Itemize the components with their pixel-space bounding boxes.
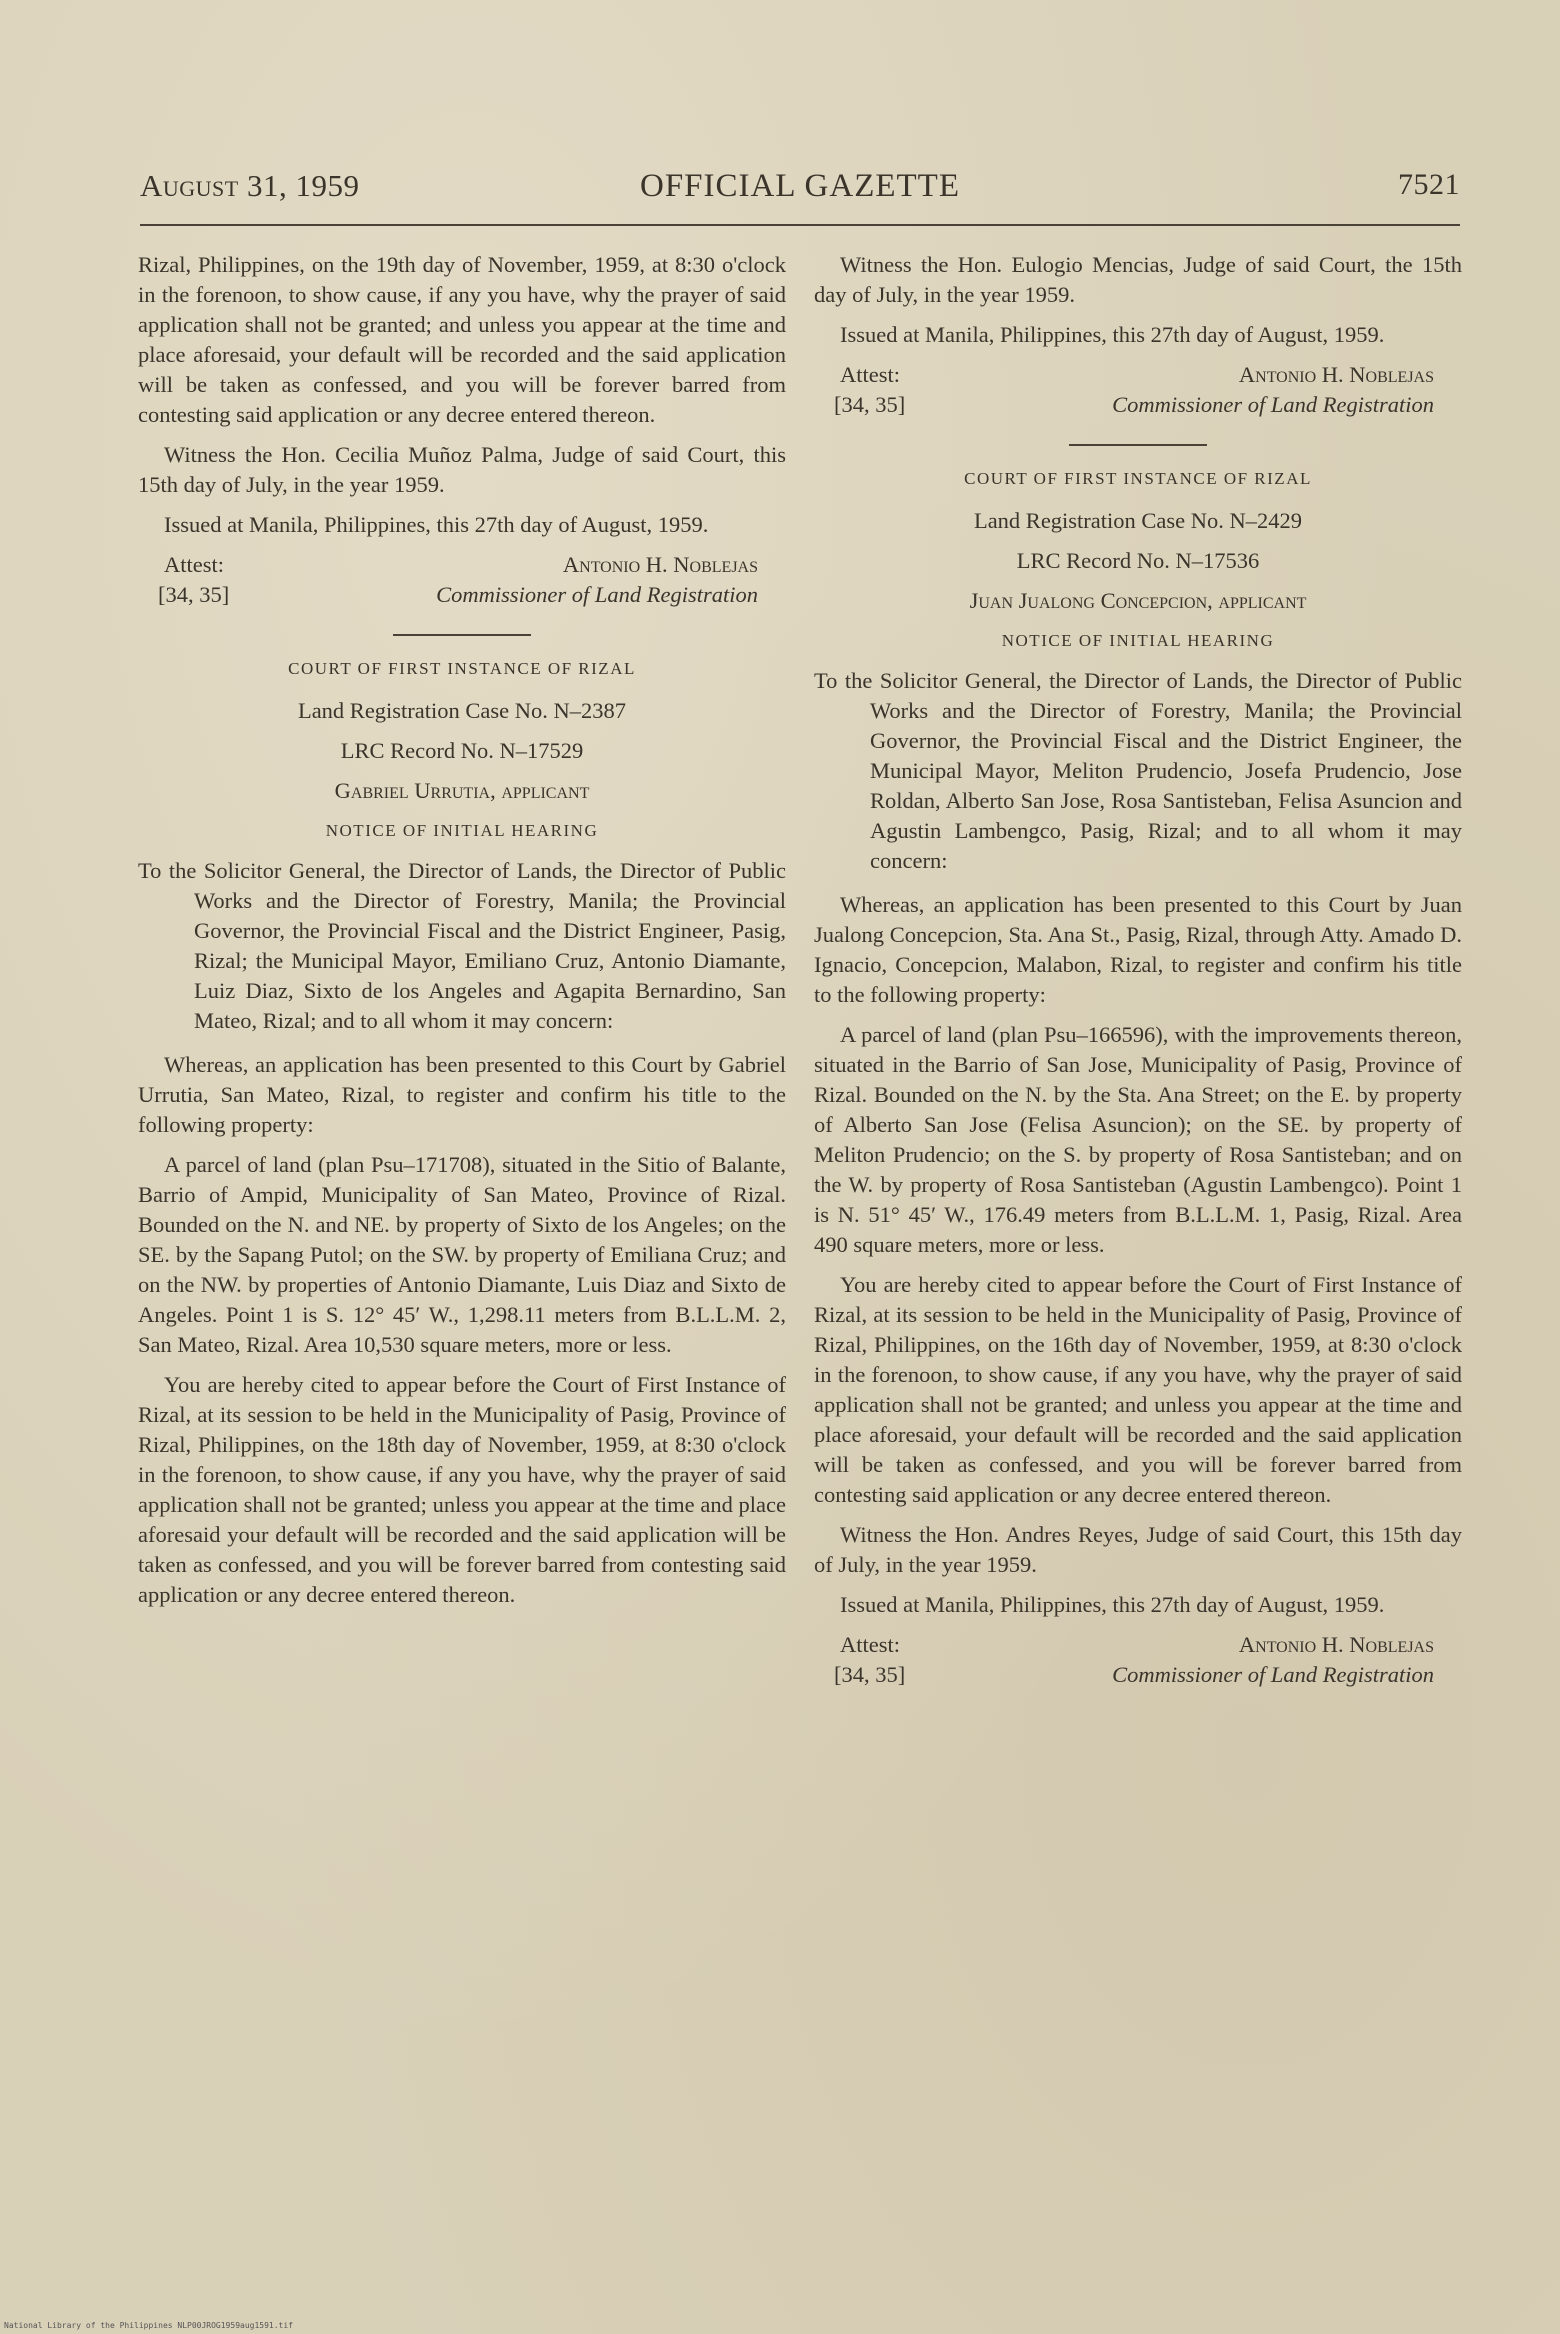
attest-name: Antonio H. Noblejas [1238, 1632, 1434, 1657]
attest-name: Antonio H. Noblejas [562, 552, 758, 577]
attest-reference: [34, 35] [834, 1662, 906, 1687]
attest-role: Commissioner of Land Registration [1112, 1662, 1434, 1687]
attest-label: Attest: [840, 1632, 900, 1657]
continued-paragraph: Rizal, Philippines, on the 19th day of November, 1959, at 8:30 o'clock in the forenoon, to show cause, if any you have, why the prayer of said application shall not be granted; and unless you appear at the time and place aforesaid, your default will be recorded and the said application will be taken as confessed, and you will be forever barred from contesting said application or any decree entered thereon. [138, 252, 786, 427]
issue-date: August 31, 1959 [140, 168, 360, 203]
section-divider [393, 634, 531, 636]
address-paragraph: To the Solicitor General, the Director of Lands, the Director of Public Works and the Director of Forestry, Manila; the Provincial Governor, the Provincial Fiscal and the District Engineer, Pasig, Rizal; the Municipal Mayor, Emiliano Cruz, Antonio Diamante, Luiz Diaz, Sixto de los Angeles and Agapita Bernardino, San Mateo, Rizal; and to all whom it may concern: [138, 858, 786, 1033]
witness-paragraph: Witness the Hon. Cecilia Muñoz Palma, Judge of said Court, this 15th day of July, in the year 1959. [138, 442, 786, 497]
court-heading: COURT OF FIRST INSTANCE OF RIZAL [964, 469, 1312, 488]
whereas-paragraph: Whereas, an application has been presented to this Court by Juan Jualong Concepcion, Sta. Ana St., Pasig, Rizal, through Atty. Amado D. Ignacio, Concepcion, Malabon, Rizal, to register and confirm his title to the following property: [814, 892, 1462, 1007]
page-number: 7521 [1398, 168, 1460, 201]
issued-paragraph: Issued at Manila, Philippines, this 27th day of August, 1959. [164, 512, 709, 537]
case-number: Land Registration Case No. N–2387 [297, 698, 627, 723]
left-column [138, 250, 786, 1620]
address-paragraph: To the Solicitor General, the Director of Lands, the Director of Public Works and the Director of Forestry, Manila; the Provincial Governor, the Provincial Fiscal and the District Engineer, the Municipal Mayor, Meliton Prudencio, Josefa Prudencio, Jose Roldan, Alberto San Jose, Rosa Santisteban, Felisa Asuncion and Agustin Lambengco, Pasig, Rizal; and to all whom it may concern: [814, 668, 1462, 873]
attest-role: Commissioner of Land Registration [1112, 392, 1434, 417]
whereas-paragraph: Whereas, an application has been presented to this Court by Gabriel Urrutia, San Mateo, Rizal, to register and confirm his title to the following property: [138, 1052, 786, 1137]
cited-paragraph: You are hereby cited to appear before the Court of First Instance of Rizal, at its session to be held in the Municipality of Pasig, Province of Rizal, Philippines, on the 18th day of November, 1959, at 8:30 o'clock in the forenoon, to show cause, if any you have, why the prayer of said application shall not be granted; unless you appear at the time and place aforesaid your default will be recorded and the said application will be taken as confessed, and you will be forever barred from contesting said application or any decree entered thereon. [138, 1372, 786, 1607]
attest-label: Attest: [840, 362, 900, 387]
court-heading: COURT OF FIRST INSTANCE OF RIZAL [288, 659, 636, 678]
witness-top-paragraph: Witness the Hon. Eulogio Mencias, Judge of said Court, the 15th day of July, in the year 1959. [814, 252, 1462, 307]
scan-footer: National Library of the Philippines NLP00JROG1959aug1591.tif [4, 2321, 293, 2330]
attestation-block-bottom [814, 1630, 1462, 1694]
publication-title: OFFICIAL GAZETTE [640, 168, 960, 204]
parcel-paragraph: A parcel of land (plan Psu–166596), with the improvements thereon, situated in the Barrio of San Jose, Municipality of Pasig, Province of Rizal. Bounded on the N. by the Sta. Ana Street; on the E. by property of Alberto San Jose (Felisa Asuncion); on the SE. by property of Meliton Prudencio; on the S. by property of Rosa Santisteban; and on the W. by property of Rosa Santisteban (Agustin Lambengco). Point 1 is N. 51° 45′ W., 176.49 meters from B.L.L.M. 1, Pasig, Rizal. Area 490 square meters, more or less. [814, 1022, 1462, 1257]
applicant-line: Juan Jualong Concepcion, applicant [969, 588, 1307, 613]
header-rule [140, 224, 1460, 226]
attestation-block-top [814, 360, 1462, 424]
notice-heading: NOTICE OF INITIAL HEARING [325, 821, 599, 840]
case-number: Land Registration Case No. N–2429 [973, 508, 1303, 533]
right-column [814, 250, 1462, 1698]
attest-label: Attest: [164, 552, 224, 577]
notice-heading: NOTICE OF INITIAL HEARING [1001, 631, 1275, 650]
attest-name: Antonio H. Noblejas [1238, 362, 1434, 387]
cited-paragraph: You are hereby cited to appear before the Court of First Instance of Rizal, at its session to be held in the Municipality of Pasig, Province of Rizal, Philippines, on the 16th day of November, 1959, at 8:30 o'clock in the forenoon, to show cause, if any you have, why the prayer of said application shall not be granted; and unless you appear at the time and place aforesaid, your default will be recorded and the said application will be taken as confessed, and you will be forever barred from contesting said application or any decree entered thereon. [814, 1272, 1462, 1507]
issued-paragraph: Issued at Manila, Philippines, this 27th day of August, 1959. [840, 1592, 1385, 1617]
issued-top-paragraph: Issued at Manila, Philippines, this 27th day of August, 1959. [840, 322, 1385, 347]
lrc-record: LRC Record No. N–17536 [1016, 548, 1260, 573]
witness-paragraph: Witness the Hon. Andres Reyes, Judge of said Court, this 15th day of July, in the year 1959. [814, 1522, 1462, 1577]
attest-reference: [34, 35] [158, 582, 230, 607]
lrc-record: LRC Record No. N–17529 [340, 738, 584, 763]
applicant-line: Gabriel Urrutia, applicant [334, 778, 590, 803]
parcel-paragraph: A parcel of land (plan Psu–171708), situated in the Sitio of Balante, Barrio of Ampid, Municipality of San Mateo, Province of Rizal. Bounded on the N. and NE. by property of Sixto de los Angeles; on the SE. by the Sapang Putol; on the SW. by property of Emiliana Cruz; and on the NW. by properties of Antonio Diamante, Luis Diaz and Sixto de Angeles. Point 1 is S. 12° 45′ W., 1,298.11 meters from B.L.L.M. 2, San Mateo, Rizal. Area 10,530 square meters, more or less. [138, 1152, 786, 1357]
attest-reference: [34, 35] [834, 392, 906, 417]
attest-role: Commissioner of Land Registration [436, 582, 758, 607]
attestation-block [138, 550, 786, 614]
section-divider [1069, 444, 1207, 446]
page-header [140, 168, 1460, 218]
